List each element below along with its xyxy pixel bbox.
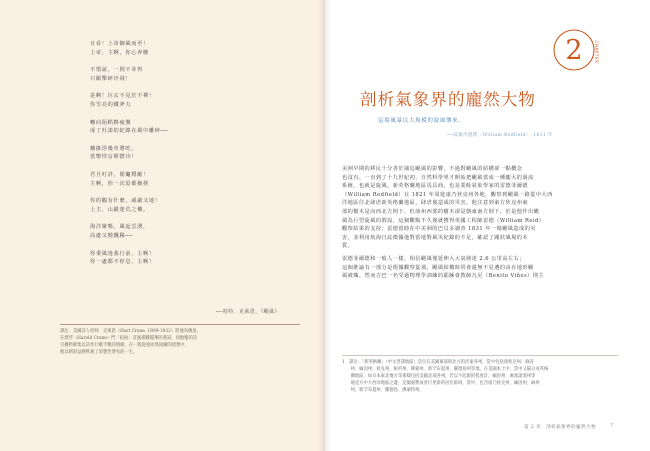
poem-line: 你雪亮的鐵斧力 (90, 101, 132, 108)
left-footnote-line: 引擴秒降集以詩作行歌手數的情緒，在一般從重而異固國的措想中， (60, 343, 189, 348)
body-text (342, 165, 622, 285)
poem-line: 是啊！垃玄不見於不禪！ (90, 93, 155, 100)
body-line: （William Redfield）在 1821 年周遊康乃狄克州各地，觀察到颶風一路從中大西 (342, 191, 553, 198)
poem-line: 上主，山巖迷荒之憐。 (90, 206, 149, 213)
poem-stanza (90, 197, 290, 214)
poem-line: 當擊悍盲禪摺冷！ (90, 154, 138, 161)
poem-line: 你一處都不停息，主啊！ (90, 259, 155, 266)
chapter-label: CHAPTER (594, 40, 599, 64)
body-line: 這個推論有一部分是根據觀察從飛，颶風結構時常會還無不見遭的由在地形颶 (342, 264, 534, 271)
chapter-badge (546, 22, 602, 78)
poem (90, 40, 290, 276)
chapter-title: 剖析氣象界的龐然大物 (360, 90, 536, 109)
poem-line: 成了杜漾的紀錄在風中離碎── (90, 128, 169, 135)
body-line: 洋地區往北肆虐新英格蘭地區，肆虐後造成的災害。他注意到東方狄克州東 (342, 200, 529, 207)
body-line: 風被熾。然而吉巴一名受過物理學訓練的耶穌會教師凡尼（Benito Viñes）則主 (342, 273, 545, 280)
book-gutter (318, 0, 332, 451)
left-footnote-line: 譯注：美國詩人哈特．克萊恩（Hart Crane, 1899-1932）將他為晚易， (60, 329, 201, 334)
running-footer: 第 2 章 剖析氣象界的龐然大物 (524, 425, 596, 430)
poem-line: 且看！上帝御風而至！ (90, 41, 149, 47)
body-line: 觀察結果的支持；雷德當時在中美洲的巴貝多調查 1831 年一場颶風造成的災 (342, 226, 536, 233)
right-footnote-rule (342, 355, 618, 356)
poem-stanza (90, 223, 290, 240)
body-line: 害，並利用航海日誌徵據他對當地對風災紀錄的不足，確認了閥狀風場的本 (342, 234, 529, 241)
poem-stanza (90, 66, 290, 83)
poem-stanza (90, 145, 290, 162)
poem-line: 主啊，你一次毋都操捨 (90, 180, 149, 187)
chapter-badge-graphic (546, 22, 602, 78)
body-line: 風為巨型旋風的假設，這個觀點不久後就獲得英國工程師雷德（William Reid） (342, 217, 545, 224)
body-line: 也沒有。一直到了十九世紀初，自然科學界才開始把颶風當成一種龐大的渦流 (342, 174, 534, 181)
right-footnote-line: 1 譯注：「新英格蘭」（中文習譯地區）是位在美國東部與北方的洋東各州，當中包括康狄克州、麻省 (342, 360, 534, 365)
right-footnote-line: 州、緬因州、狄克州、紐約州、佛蒙州、新罕布夏州、羅德島州等地。在美國本土中，當中又隔分成英格 (342, 367, 549, 372)
left-footnote (60, 328, 300, 356)
poem-stanza (90, 171, 290, 188)
poem-line: 不惜誼，一則不芽得 (90, 67, 143, 74)
poem-line: 你秉風逸我行前，主啊！ (90, 250, 155, 257)
poem-line: 上帝，主啊，你心奔騰 (90, 49, 149, 56)
left-footnote-line: 他以朝彩益勝秋兼了前製性博名的一生。 (60, 350, 138, 355)
body-line: 質。 (342, 243, 354, 250)
right-footnote (342, 359, 618, 394)
poem-attribution: ──哈特．克萊恩，《颶風》 (216, 309, 280, 315)
poem-line: 高處又拋飄稀── (90, 232, 133, 239)
body-line: 部的樹木是向西北方倒下，但該州西部的樹木卻是朝東南方倒下，於是他作出颶 (342, 208, 540, 215)
body-paragraph (342, 255, 622, 281)
poem-line: 海洋聚嗎，風起雲湧， (90, 224, 149, 231)
poem-line: 君旦叮詳，閉竃穩敵！ (90, 171, 149, 178)
body-line: 系統，也就是旋風。新英格蘭地區馬具商，也是業餘氣象學家的雷德菲爾德 (342, 183, 529, 190)
poem-stanza (90, 250, 290, 267)
body-line: 雷德菲爾德和一般人一樣，相信颶風僅延伸入大氣層達 2.6 公里高左右； (342, 255, 525, 262)
poem-line: 穗掛浮幾草將吃， (90, 145, 138, 152)
right-footnote-line: 蘭地區，如日本東北地方等那樣包括美國北部各州，若以不起眼的程度計，緬因州、麻塞諸塞州等 (342, 374, 536, 379)
left-footnote-rule (60, 324, 300, 325)
page-number: 7 (610, 424, 613, 429)
epigraph-attribution: ──威廉芮德費（William Redfield），1831 年 (447, 133, 553, 138)
poem-line: 只願擊碎冷飛！ (90, 75, 132, 82)
epigraph: 這場風暴以大規模的旋風襲來。 (378, 118, 465, 124)
chapter-number: 2 (565, 35, 583, 66)
poem-stanza (90, 119, 290, 136)
left-footnote-line: 在漂浮（Harold Crane）門「拓拍」頁風揚騰越華的著試，同他懷的詩 (60, 336, 198, 341)
right-footnote-line: 州、新罕布夏州、羅德島、佛蒙特州。 (342, 388, 424, 393)
poem-stanza (90, 40, 290, 57)
poem-line: 轉向陌稻夥疲憊 (90, 119, 132, 126)
poem-stanza (90, 92, 290, 109)
right-footnote-line: 地是方中大西洋地區之邊，是獨處勢成普行更新的居住區域，當中，包含康乃狄克州、緬因州、麻州 (342, 381, 540, 386)
body-paragraph (342, 165, 622, 251)
body-line: 美洲早期的移民十分善於捕追颶風的影響，不過對颶風的結構卻一點概念 (342, 166, 523, 172)
poem-line: 你的鵝有什麼，威嚴又地！ (90, 198, 161, 205)
